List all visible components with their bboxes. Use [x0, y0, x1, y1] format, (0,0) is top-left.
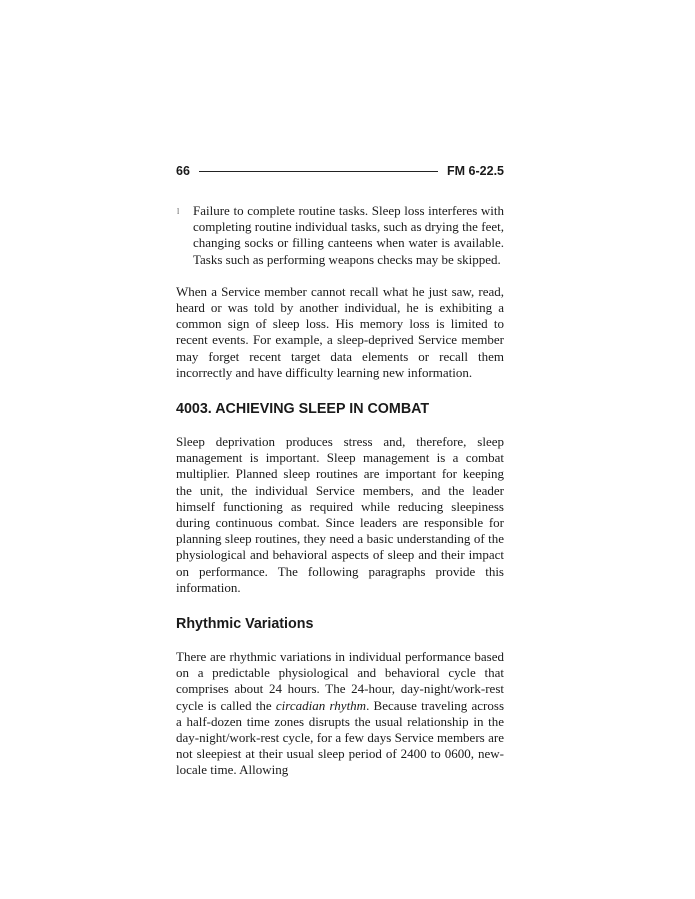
manual-id: FM 6-22.5 [447, 164, 504, 178]
circadian-rhythm-term: circadian rhythm [275, 697, 367, 713]
section-heading: 4003. ACHIEVING SLEEP IN COMBAT [176, 401, 430, 418]
page-header [176, 163, 504, 179]
page-content [176, 203, 504, 779]
subsection-heading: Rhythmic Variations [176, 616, 314, 633]
section-body: Sleep deprivation produces stress and, therefore, sleep management is important. Sleep management is a combat multiplier. Planned sleep routines are important for keeping the unit, the individual Service members, and the leader himself functioning as required while reducing sleepiness during continuous combat. Since leaders are responsible for planning sleep routines, they need a basic understanding of the physiological and behavioral aspects of sleep and their impact on performance. The following paragraphs provide this information. [176, 434, 504, 595]
bullet-item [176, 203, 504, 268]
bullet-text: Failure to complete routine tasks. Sleep loss interferes with completing routine individual tasks, such as drying the feet, changing socks or filling canteens when water is available. Tasks such as performing weapons checks may be skipped. [193, 203, 504, 267]
paragraph-memory-loss: When a Service member cannot recall what he just saw, read, heard or was told by another individual, he is exhibiting a common sign of sleep loss. His memory loss is limited to recent events. For example, a sleep-deprived Service member may forget recent target data elements or recall them incorrectly and have difficulty learning new information. [176, 283, 504, 380]
bullet-icon: l [177, 207, 180, 216]
page-number: 66 [176, 164, 190, 178]
subsection-body [176, 649, 504, 779]
subsection-body-start: There are rhythmic variations in individual performance based on a predictable physiological and behavioral cycle that comprises about 24 hours. The 24-hour, day-night/work-rest cycle is called the [176, 649, 504, 713]
header-rule [199, 171, 438, 172]
subsection-body-end: . Because traveling across a half-dozen time zones disrupts the usual relationship in the day-night/work-rest cycle, for a few days Service members are not sleepiest at their usual sleep period of 2400 to 0600, new-locale time. Allowing [176, 697, 504, 778]
